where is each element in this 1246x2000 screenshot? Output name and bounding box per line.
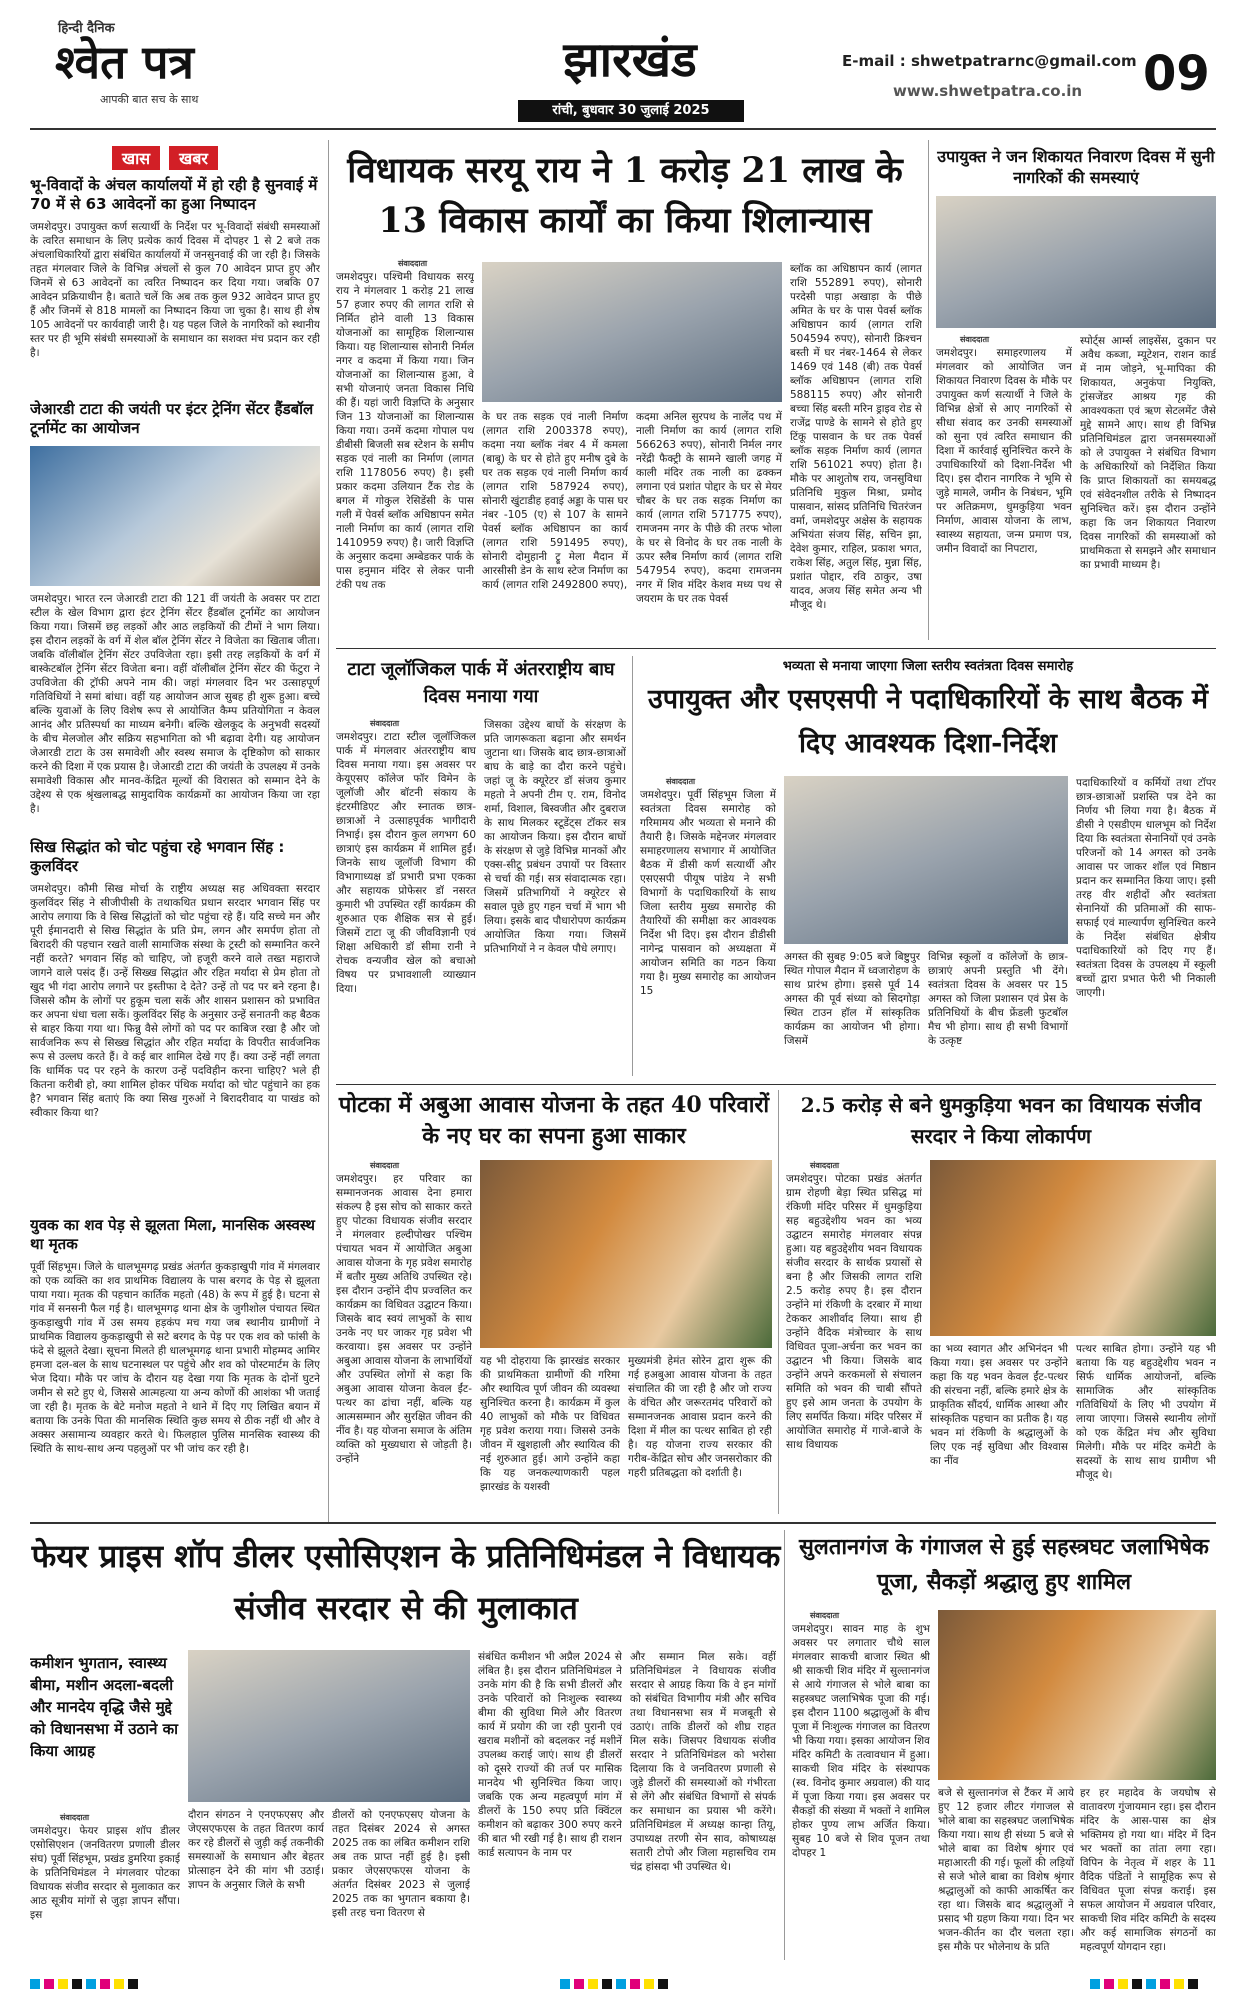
handball-photo [30,446,320,586]
lead-headline: विधायक सरयू राय ने 1 करोड़ 21 लाख के 13 विकास कार्यों का किया शिलान्यास [347,150,903,241]
masthead [0,0,1246,130]
potka-col2: यह भी दोहराया कि झारखंड सरकार की प्राथमिकता ग्रामीणों की गरिमा और स्थायित्व पूर्ण जीवन की व्यवस्था सुनिश्चित करना है। कार्यक्रम में कुल 40 लाभुकों को मौके पर विधिवत गृह प्रवेश कराया गया। जिससे उनके जीवन में खुशहाली और स्थायित्व की नई शुरुआत हुई। आगे उन्होंने कहा कि यह जनकल्याणकारी पहल झारखंड के यशस्वी [480,1355,620,1493]
row1-rule [336,648,1216,649]
dhumkudiya-photo [930,1160,1216,1336]
fair-price-col5: और सम्मान मिल सके। वहीं प्रतिनिधिमंडल ने विधायक संजीव सरदार से आग्रह किया कि वे इन मांगों को संबंधित विभागीय मंत्री और सचिव तथा विधानसभा सत्र में मजबूती से उठाएं। ताकि डीलरों को शीघ्र राहत मिल सके। जिसपर विधायक संजीव सरदार ने प्रतिनिधिमंडल को भरोसा दिलाया कि वे जनवितरण प्रणाली से जुड़े डीलरों की समस्याओं को गंभीरता से लेंगे और संबंधित विभागों से संपर्क कर समाधान का प्रयास भी करेंगे। प्रतिनिधिमंडल में अध्यक्ष कान्हा तियू, उपाध्यक्ष तरणी सेन साव, कोषाध्यक्ष सतारी टोपो और जिला महासचिव राम चंद्र हांसदा भी उपस्थित थे। [630,1651,776,1873]
upayukt-headline: उपायुक्त ने जन शिकायत निवारण दिवस में सुनी नागरिकों की समस्याएं [937,147,1215,187]
left-story1-headline: भू-विवादों के अंचल कार्यालयों में हो रही है सुनवाई में 70 में से 63 आवेदनों का हुआ निष्पादन [30,176,318,213]
left-story4-headline: युवक का शव पेड़ से झूलता मिला, मानसिक अस्वस्थ था मृतक [30,1216,316,1253]
row2-rule [336,1084,1216,1085]
tiger-col2: जिसका उद्देश्य बाघों के संरक्षण के प्रति जागरूकता बढ़ाना और समर्थन जुटाना था। जिसके बाद छात्र-छात्राओं बाघ के बाड़े का दौरा करने पहुंचे। जहां जू के क्यूरेटर डॉ संजय कुमार महतो ने अपनी टीम ए. राम, विनोद शर्मा, विशाल, बिस्वजीत और दुबराज के साथ मिलकर स्टूडेंट्स टॉकर सत्र का आयोजन किया। इस दौरान बाघों के संरक्षण से जुड़े विभिन्न मानकों और एक्स-सीटू प्रबंधन उपायों पर विस्तार से चर्चा की गई। सत्र संवादात्मक रहा। जिसमें प्रतिभागियों ने क्यूरेटर से सवाल पूछे हुए गहन चर्चा में भाग भी लिया। इसके बाद पौधारोपण कार्यक्रम आयोजित किया गया। जिसमें प्रतिभागियों ने न केवल पौधे लगाए। [484,719,626,955]
potka-col1: जमशेदपुर। हर परिवार का सम्मानजनक आवास देना हमारा संकल्प है इस सोच को साकार करते हुए पोटका विधायक संजीव सरदार ने मंगलवार हल्दीपोखर पश्चिम पंचायत भवन में आयोजित अबुआ आवास योजना के गृह प्रवेश समारोह में बतौर मुख्य अतिथि उपस्थित रहे। इस दौरान उन्होंने दीप प्रज्वलित कर कार्यक्रम का विधिवत उद्घाटन किया। जिसके बाद स्वयं लाभुकों के साथ उनके नए घर जाकर गृह प्रवेश भी करवाया। इस अवसर पर उन्होंने अबुआ आवास योजना के लाभार्थियों और उपस्थित लोगों से कहा कि अबुआ आवास योजना केवल ईंट-पत्थर का ढांचा नहीं, बल्कि यह आत्मसम्मान और सुरक्षित जीवन की नींव है। यह योजना समाज के अंतिम व्यक्ति को मुख्यधारा से जोड़ती है। उन्होंने [336,1173,472,1465]
upayukt-col1: जमशेदपुर। समाहरणालय में मंगलवार को आयोजित जन शिकायत निवारण दिवस के मौके पर उपायुक्त कर्ण सत्यार्थी ने जिले के विभिन्न क्षेत्रों से आए नागरिकों से सीधा संवाद कर उनकी समस्याओं को सुना एवं त्वरित समाधान की दिशा में कार्रवाई सुनिश्चित करने के उपाधिकारियों को दिशा-निर्देश भी दिए। इस दौरान नागरिक ने भूमि से जुड़े मामले, जमीन के निबंधन, भूमि पर अतिक्रमण, धुमकुड़िया भवन निर्माण, आवास योजना के लाभ, स्वास्थ्य सहायता, जन्म प्रमाण पत्र, जमीन विवादों का निपटारा, [936,347,1072,555]
meeting-byline: संवाददाता [666,777,696,786]
fair-price-col1: जमशेदपुर। फेयर प्राइस शॉप डीलर एसोसिएशन (जनवितरण प्रणाली डीलर संघ) पूर्वी सिंहभूम, प्रखंड डुमरिया इकाई के प्रतिनिधिमंडल ने मंगलवार पोटका विधायक संजीव सरदार से मुलाकात कर आठ सूत्रीय मांगों से जुड़ा ज्ञापन सौंपा। इस [30,1825,180,1921]
upayukt-col2: स्पोर्ट्स आर्म्स लाइसेंस, दुकान पर अवैध कब्जा, म्यूटेशन, राशन कार्ड में नाम जोड़ने, भू-मापिका की शिकायत, अनुकंपा नियुक्ति, ट्रांसजेंडर आश्रय गृह की आवश्यकता एवं ऋण सेटलमेंट जैसे मुद्दे सामने आए। साथ ही विभिन्न प्रतिनिधिमंडल द्वारा जनसमस्याओं को ले उपायुक्त ने संबंधित विभाग के अधिकारियों को निर्देशित किया कि प्राप्त शिकायतों का समयबद्ध एवं संवेदनशील तरीके से निष्पादन सुनिश्चित करें। इस दौरान उन्होंने कहा कि जन शिकायत निवारण दिवस नागरिकों की समस्याओं को प्राथमिकता से समझने और समाधान का प्रभावी माध्यम है। [1080,335,1216,571]
sultanganj-headline: सुलतानगंज के गंगाजल से हुई सहस्त्रघट जलाभिषेक पूजा, सैकड़ों श्रद्धालु हुए शामिल [799,1534,1209,1595]
fair-price-photo [188,1650,470,1802]
registration-marks-right [1090,1974,1202,1993]
page-number: 09 [1143,46,1210,102]
potka-photo [480,1160,772,1348]
masthead-rule [30,128,1216,130]
left-story2-body: जमशेदपुर। भारत रत्न जेआरडी टाटा की 121 वीं जयंती के अवसर पर टाटा स्टील के खेल विभाग द्वारा इंटर ट्रेनिंग सेंटर हैंडबॉल टूर्नामेंट का आयोजन किया गया। जिसमें छह लड़कों और आठ लड़कियों की टीमों ने भाग लिया। इस दौरान लड़कों के वर्ग में शेल बॉल ट्रेनिंग सेंटर ने विजेता का खिताब जीता। जबकि वॉलीबॉल ट्रेनिंग सेंटर उपविजेता रहा। इसी तरह लड़कियों के वर्ग में बास्केटबॉल ट्रेनिंग सेंटर विजेता बना। वहीं वॉलीबॉल ट्रेनिंग सेंटर की फेंटुरा ने उपविजेता की ट्रॉफी अपने नाम की। जहां मंगलवार दिन भर उत्साहपूर्ण गतिविधियों ने समां बांधा। वहीं यह आयोजन आज सुबह ही शुरू हुआ। बच्चे बल्कि युवाओं के लिए विशेष रूप से आयोजित कैम्प प्रतियोगिता न केवल आनंद और प्रतिस्पर्धा का माध्यम बनेगी। बल्कि खेलकूद के अनुभवी सदस्यों के बीच मेलजोल और सक्रिय सहभागिता को भी बढ़ावा देगी। यह आयोजन जेआरडी टाटा के उस समावेशी और स्वस्थ समाज के दृष्टिकोण को साकार करने की दिशा में एक प्रयास है। जेआरडी टाटा की जयंती के उपलक्ष्य में उनके समावेशी विकास और मानव-केंद्रित मूल्यों की विरासत को सम्मान देने के उद्देश्य से एक श्रृंखलाबद्ध सामुदायिक कार्यक्रमों का आयोजन किया जा रहा है। [30,593,320,815]
paper-slogan: आपकी बात सच के साथ [100,93,199,106]
dhumkudiya-col2: का भव्य स्वागत और अभिनंदन भी किया गया। इस अवसर पर उन्होंने कहा कि यह भवन केवल ईंट-पत्थर की संरचना नहीं, बल्कि हमारे क्षेत्र के प्राकृतिक सौंदर्य, धार्मिक आस्था और सांस्कृतिक पहचान का प्रतीक है। यह भवन मां रंकिणी के श्रद्धालुओं के लिए एक नई सुविधा और विश्वास का नींव [930,1343,1068,1467]
lead-col1: जमशेदपुर। पश्चिमी विधायक सरयू राय ने मंगलवार 1 करोड़ 21 लाख 57 हजार रुपए की लागत राशि से निर्मित होने वाली 13 विकास योजनाओं का सामूहिक शिलान्यास किया। यह शिलान्यास सोनारी निर्मल नगर व कदमा में किया गया। जिन योजनाओं का शिलान्यास हुआ, वे सभी योजनाएं जनता विकास निधि की हैं। यहां जारी विज्ञप्ति के अनुसार जिन 13 योजनाओं का शिलान्यास किया गया। उनमें कदमा गोपाल पथ डीबीसी बिजली सब स्टेशन के समीप सड़क एवं नाली का निर्माण (लागत राशि 1178056 रुपए) है। इसी प्रकार कदमा उलियान टैंक रोड के बगल में गोकुल रेसिडेंसी के पास गली में पेवर्स ब्लॉक अधिष्ठापन समेत नाली निर्माण का कार्य (लागत राशि 1410959 रुपए) है। जारी विज्ञप्ति के अनुसार कदमा अम्बेडकर पार्क के पास हनुमान मंदिर से लेकर पानी टंकी पथ तक [336,271,474,591]
registration-marks-center [560,1974,672,1993]
lead-col3: कदमा अनिल सुरपथ के नालेंद पथ में नाली निर्माण का कार्य (लागत राशि 566263 रुपए), सोनारी निर्मल नगर नरेंद्री फैक्ट्री के सामने खाली जगह में काली मंदिर तक नाली का ढक्कन लगाना एवं प्रशांत पोद्दार के घर से मेयर चौबर के घर तक सड़क निर्माण का कार्य (लागत राशि 571775 रुपए), रामजनम नगर के पीछे की तरफ भोला के घर से विनोद के घर तक नाली के ऊपर स्लैब निर्माण कार्य (लागत राशि 547954 रुपए), कदमा रामजनम नगर में शिव मंदिर केशव मध्य पथ से जयराम के घर तक पेवर्स [636,411,782,605]
left-story3-headline: सिख सिद्धांत को चोट पहुंचा रहे भगवान सिंह : कुलविंदर [30,838,285,875]
left-story2-headline: जेआरडी टाटा की जयंती पर इंटर ट्रेनिंग सेंटर हैंडबॉल टूर्नामेंट का आयोजन [30,400,314,437]
sultanganj-photo [938,1610,1216,1780]
email[interactable]: E-mail : shwetpatrarnc@gmail.com [842,52,1137,70]
meeting-col1: जमशेदपुर। पूर्वी सिंहभूम जिला में स्वतंत्रता दिवस समारोह को गरिमामय और भव्यता से मनाने की तैयारी है। जिसके मद्देनजर मंगलवार समाहरणालय सभागार में आयोजित बैठक में डीसी कर्ण सत्यार्थी और एसएसपी पीयूष पांडेय ने सभी विभागों के पदाधिकारियों के साथ जिला स्तरीय मुख्य समारोह की तैयारियों की समीक्षा कर आवश्यक निर्देश भी दिए। इस दौरान डीडीसी नागेन्द्र पासवान को अध्यक्षता में आयोजन समिति का गठन किया गया है। मुख्य समारोह का आयोजन 15 [640,789,776,997]
row3-rule [30,1522,1216,1524]
meeting-kicker: भव्यता से मनाया जाएगा जिला स्तरीय स्वतंत्रता दिवस समारोह [782,659,1074,674]
meeting-photo [784,776,1068,944]
sultanganj-col3: हर हर महादेव के जयघोष से वातावरण गुंजायमान रहा। इस दौरान मंदिर के आस-पास का क्षेत्र भक्तिमय हो गया था। मंदिर में दिन भर भक्तों का तांता लगा रहा। विपिन के नेतृत्व में शहर के 11 वैदिक पंडितों ने सामूहिक रूप से विधिवत पूजा संपन्न कराई। इस सफल आयोजन में अग्रवाल परिवार, साकची शिव मंदिर कमिटी के सदस्य और कई सामाजिक संगठनों का महत्वपूर्ण योगदान रहा। [1080,1787,1216,1953]
dhumkudiya-byline: संवाददाता [810,1161,840,1170]
tiger-col1: जमशेदपुर। टाटा स्टील जूलॉजिकल पार्क में मंगलवार अंतरराष्ट्रीय बाघ दिवस मनाया गया। इस अवसर पर केयूएसए कॉलेज फॉर विमेन के जूलॉजी और बॉटनी संकाय के इंटरमीडिएट और स्नातक छात्र-छात्राओं ने उत्साहपूर्वक भागीदारी निभाई। इस दौरान कुल लगभग 60 छात्राएं इस कार्यक्रम में शामिल हुईं। जिनके साथ जूलॉजी विभाग की विभागाध्यक्ष डॉ प्रभारी प्रभा एकका और सहायक प्रोफेसर डॉ नसरत कुमारी भी उपस्थित रहीं कार्यक्रम की शुरुआत एक शैक्षिक सत्र से हुई। जिसमें टाटा जू की जीवविज्ञानी एवं शिक्षा अधिकारी डॉ सीमा रानी ने रोचक वन्यजीव खेल को बचाओ विषय पर प्रभावशाली व्याख्यान दिया। [336,731,476,995]
tiger-divider [632,656,633,1076]
fair-price-col4: संबंधित कमीशन भी अप्रैल 2024 से लंबित है। इस दौरान प्रतिनिधिमंडल ने उनके मांग की है कि सभी डीलरों और उनके परिवारों को निःशुल्क स्वास्थ्य बीमा की सुविधा मिले और वितरण कार्य में प्रयोग की जा रही पुरानी एवं खराब मशीनों को बदलकर नई मशीनें उपलब्ध कराई जाएं। साथ ही डीलरों को दूसरे राज्यों की तर्ज पर मासिक मानदेय भी सुनिश्चित किया जाए। जबकि एक अन्य महत्वपूर्ण मांग में डीलरों के 150 रुपए प्रति क्विंटल कमीशन को बढ़ाकर 300 रुपए करने की बात भी रखी गई है। साथ ही राशन कार्ड सत्यापन के नाम पर [478,1651,622,1859]
khabar-label: खबर [169,146,218,170]
meeting-col3: विभिन्न स्कूलों व कॉलेजों के छात्र-छात्राएं अपनी प्रस्तुति भी देंगे। स्वतंत्रता दिवस के अवसर पर 15 अगस्त को जिला प्रशासन एवं प्रेस के प्रतिनिधियों के बीच फ्रेंडली फुटबॉल मैच भी होगा। साथ ही सभी विभागों के उत्कृष्ट [928,951,1068,1047]
paper-name: श्वेत पत्र [55,35,194,89]
lead-col2: के घर तक सड़क एवं नाली निर्माण (लागत राशि 2003378 रुपए), कदमा नया ब्लॉक नंबर 4 में कमला (बाबू) के घर से होते हुए मनीष दुबे के घर तक सड़क एवं नाली निर्माण कार्य (लागत राशि 587924 रुपए), सोनारी खुंटाडीह हवाई अड्डा के पास घर नंबर -105 (ए) से 107 के सामने पेवर्स ब्लॉक अधिष्ठापन का कार्य (लागत राशि 591495 रुपए), सोनारी दोमुहानी ट्रू मेला मैदान में आरसीसी डेन के साथ स्टेज निर्माण का कार्य (लागत राशि 2492800 रुपए), [482,411,628,591]
left-story3-body: जमशेदपुर। कौमी सिख मोर्चा के राष्ट्रीय अध्यक्ष सह अधिवक्ता सरदार कुलविंदर सिंह ने सीजीपीसी के तथाकथित प्रधान सरदार भगवान सिंह पर आरोप लगाया कि वे सिख सिद्धांतों को चोट पहुंचा रहे हैं। यदि सच्चे मन और पूरी ईमानदारी से सिख सिद्धांत के प्रति प्रेम, लगन और समर्पण होता तो बिरादरी की पहचान रखते वाली सामाजिक संस्था के ट्रस्टी को सम्मानित करने नहीं करते? भगवान सिंह को चाहिए, जो हजूरी करने वाले तख्त महाराजे जागने वाले पसंद हैं। उन्हें सिख्ख सिद्धांत और रहित मर्यादा से प्रेम होता तो खुद भी गंदा आरोप लगाने पर इस्तीफा दे देते? उन्हें तो पद पर बने रहना है। जिससे कौम के लोगों पर हुकूम चला सकें और शासन प्रशासन को प्रभावित कर अपना धंधा चला सकें। कुलविंदर सिंह के अनुसार उन्हें सनातनी कह बैठक से बाहर किया गया था। फिन्नु वैसे लोगों को पद पर काबिज रखा है और जो सार्वजनिक रूप से सिख्ख सिद्धांत और रहित मर्यादा के विपरीत सार्वजनिक रूप से उल्लघ करते हैं। वे कई बार शामिल देखे गए हैं। क्या उन्हें नहीं लगता कि धार्मिक पद पर रहने के कारण उन्हें पदविहीन करना चाहिए? भले ही कितना करीबी हो, क्या शामिल होकर पंथिक मर्यादा को चोट पहुंचाने का हक है? भगवान सिंह बताएं कि क्या सिख गुरुओं ने बिरादरीवाद या पाखंड को स्वीकार किया था? [30,883,320,1119]
left-story1-body: जमशेदपुर। उपायुक्त कर्ण सत्यार्थी के निर्देश पर भू-विवादों संबंधी समस्याओं के त्वरित समाधान के लिए प्रत्येक कार्य दिवस में दोपहर 1 से 2 बजे तक अंचलाधिकारियों द्वारा संबंधित कार्यालयों में जनसुनवाई की जा रही है। जिसके तहत मंगलवार जिले के विभिन्न अंचलों से कुल 70 आवेदन प्राप्त हुए और जिनमें से 63 आवेदनों का त्वरित निष्पादन कर दिया गया। जबकि 07 आवेदन प्रक्रियाधीन है। बताते चलें कि अब तक कुल 932 आवेदन प्राप्त हुए हैं और जिनमें से 818 मामलों का निष्पादन किया जा चुका है। साथ ही शेष 105 आवेदनों पर कार्यवाही जारी है। यह पहल जिले के नागरिकों को स्थानीय स्तर पर ही भूमि संबंधी समस्याओं के समाधान का सशक्त मंच प्रदान कर रही है। [30,221,320,359]
sultanganj-col1: जमशेदपुर। सावन माह के शुभ अवसर पर लगातार चौथे साल मंगलवार साकची बाजार स्थित श्री श्री साकची शिव मंदिर में सुल्तानगंज से आये गंगाजल से भोले बाबा का सहस्त्रघट जलाभिषेक पूजा की गई। इस दौरान 1100 श्रद्धालुओं के बीच पूजा में निःशुल्क गंगाजल का वितरण भी किया गया। इसका आयोजन शिव मंदिर कमिटी के तत्वावधान में हुआ। साकची शिव मंदिर के संस्थापक (स्व. विनोद कुमार अग्रवाल) की याद में पूजा किया गया। इस अवसर पर सैकड़ों की संख्या में भक्तों ने शामिल होकर पुण्य लाभ अर्जित किया। सुबह 10 बजे से शिव पूजन तथा दोपहर 1 [792,1623,930,1859]
dhumkudiya-col1: जमशेदपुर। पोटका प्रखंड अंतर्गत ग्राम रोहणी बेड़ा स्थित प्रसिद्ध मां रंकिणी मंदिर परिसर में धुमकुड़िया सह बहुउद्देशीय भवन का भव्य उद्घाटन समारोह मंगलवार संपन्न हुआ। यह बहुउद्देशीय भवन विधायक संजीव सरदार के सार्थक प्रयासों से बना है और जिसकी लागत राशि 2.5 करोड़ रुपए है। इस दौरान उन्होंने मां रंकिणी के दरबार में माथा टेककर आशीर्वाद लिया। साथ ही उन्होंने वैदिक मंत्रोच्चार के साथ विधिवत पूजा-अर्चना कर भवन का उद्घाटन भी किया। जिसके बाद उन्होंने अपने करकमलों से संचालन समिति को भवन की चाबी सौंपते हुए इसे आम जनता के उपयोग के लिए समर्पित किया। मंदिर परिसर में आयोजित समारोह में गाजे-बाजे के साथ विधायक [786,1173,922,1451]
right-column-divider [928,140,929,640]
lead-col4: ब्लॉक का अधिष्ठापन कार्य (लागत राशि 552891 रुपए), सोनारी परदेसी पाड़ा अखाड़ा के पीछे अमित के घर के पास पेवर्स ब्लॉक अधिष्ठापन कार्य (लागत राशि 504594 रुपए), सोनारी क्रिश्चन बस्ती में घर नंबर-1464 से लेकर 1469 एवं 148 (बी) तक पेवर्स ब्लॉक अधिष्ठापन (लागत राशि 588115 रुपए) और सोनारी बच्चा सिंह बस्ती मरिन ड्राइव रोड से राजेंद्र पाण्डे के सामने से होते हुए टिंकू पासवान के घर तक पेवर्स ब्लॉक सड़क निर्माण कार्य (लागत राशि 561021 रुपए) होता है। मौके पर आशुतोष राय, जनसुविधा प्रतिनिधि मुकुल मिश्रा, प्रमोद पासवान, सांसद प्रतिनिधि चितरंजन वर्मा, जमशेदपुर अक्षेस के सहायक अभियंता संजय सिंह, सचिन झा, देवेश कुमार, राहिल, प्रकाश भगत, राकेश सिंह, अतुल सिंह, मुन्ना सिंह, प्रशांत पोद्दार, रवि ठाकुर, उषा यादव, अजय सिंह समेत अन्य भी मौजूद थे। [790,263,922,611]
tiger-byline: संवाददाता [370,719,400,728]
tiger-headline: टाटा जूलॉजिकल पार्क में अंतरराष्ट्रीय बाघ दिवस मनाया गया [347,659,615,707]
meeting-headline: उपायुक्त और एसएसपी ने पदाधिकारियों के साथ बैठक में दिए आवश्यक दिशा-निर्देश [647,684,1209,759]
dhumkudiya-col3: पत्थर साबित होगा। उन्होंने यह भी बताया कि यह बहुउद्देशीय भवन न सिर्फ धार्मिक आयोजनों, बल्कि सामाजिक और सांस्कृतिक गतिविधियों के लिए भी उपयोग में लाया जाएगा। जिससे स्थानीय लोगों को एक केंद्रित मंच और सुविधा मिलेगी। मौके पर मंदिर कमेटी के सदस्यों के साथ साथ ग्रामीण भी मौजूद थे। [1076,1343,1216,1481]
website[interactable]: www.shwetpatra.co.in [893,82,1083,100]
fair-price-byline: संवाददाता [60,1813,90,1822]
potka-col3: मुख्यमंत्री हेमंत सोरेन द्वारा शुरू की गई हअबुआ आवास योजना के तहत संचालित की जा रही है और जो राज्य के वंचित और जरूरतमंद परिवारों को सम्मानजनक आवास प्रदान करने की दिशा में मील का पत्थर साबित हो रही है। यह योजना राज्य सरकार की गरीब-केंद्रित सोच और जनसरोकार की गहरी प्रतिबद्धता को दर्शाती है। [628,1355,772,1479]
potka-divider [778,1090,779,1514]
fair-price-col2: दौरान संगठन ने एनएफएसए और जेएसएफएस के तहत वितरण कार्य कर रहे डीलरों से जुड़ी कई तकनीकी समस्याओं के समाधान और बेहतर प्रोत्साहन देने की मांग भी उठाई। ज्ञापन के अनुसार जिले के सभी [188,1809,324,1891]
lead-byline: संवाददाता [398,259,428,268]
dhumkudiya-headline: 2.5 करोड़ से बने धुमकुड़िया भवन का विधायक संजीव सरदार ने किया लोकार्पण [800,1093,1202,1148]
upayukt-byline: संवाददाता [960,335,990,344]
left-story4-body: पूर्वी सिंहभूम। जिले के धालभूमगढ़ प्रखंड अंतर्गत कुकड़ाखुपी गांव में मंगलवार को एक व्यक्ति का शव प्राथमिक विद्यालय के पास बरगद के पेड़ से झूलता पाया गया। मृतक की पहचान कार्तिक महतो (48) के रूप में हुई है। घटना से गांव में सनसनी फैल गई है। धालभूमगढ़ थाना क्षेत्र के जुगीशोल पंचायत स्थित कुकड़ाखुपी गांव में उस समय हड़कंप मच गया जब स्थानीय ग्रामीणों ने प्राथमिक विद्यालय कुकड़ाखुपी से सटे बरगद के पेड़ पर एक शव को फांसी के फंदे से झूलते देखा। सूचना मिलते ही धालभूमगढ़ थाना प्रभारी मोहम्मद आमिर हमजा दल-बल के साथ घटनास्थल पर पहुंचे और शव को पोस्टमार्टम के लिए भेज दिया। मौके पर जांच के दौरान यह देखा गया कि मृतक के दोनों घुटने जमीन से सटे हुए थे, जिससे आत्महत्या या अन्य कोणों की आशंका भी जताई जा रही है। मृतक के बेटे मनोज महतो ने थाने में दिए गए लिखित बयान में बताया कि उनके पिता की मानसिक स्थिति कुछ समय से ठीक नहीं थी और वे अक्सर असामान्य व्यवहार करते थे। फिलहाल पुलिस मानसिक स्वास्थ्य की स्थिति के साथ-साथ अन्य पहलुओं पर भी जांच कर रही है। [30,1261,320,1455]
sultanganj-byline: संवाददाता [810,1611,840,1620]
meeting-col4: पदाधिकारियों व कर्मियों तथा टॉपर छात्र-छात्राओं प्रशस्ति पत्र देने का निर्णय भी लिया गया है। बैठक में डीसी ने एसडीएम धालभूम को निर्देश दिया कि स्वतंत्रता सेनानियों एवं उनके परिजनों को 14 अगस्त को उनके आवास पर जाकर शॉल एवं मिष्ठान प्रदान कर सम्मानित किया जाए। इसी तरह वीर शहीदों और स्वतंत्रता सेनानियों की प्रतिमाओं की साफ-सफाई एवं माल्यार्पण सुनिश्चित करने के निर्देश संबंधित क्षेत्रीय पदाधिकारियों को दिए गए हैं। स्वतंत्रता दिवस के उपलक्ष्य में स्कूली बच्चों द्वारा प्रभात फेरी भी निकाली जाएगी। [1076,777,1216,999]
paper-tagline: हिन्दी दैनिक [58,21,115,36]
lead-photo [482,262,782,402]
fair-price-subhead: कमीशन भुगतान, स्वास्थ्य बीमा, मशीन अदला-बदली और मानदेय वृद्धि जैसे मुद्दे को विधानसभा में उठाने का किया आग्रह [30,1654,179,1760]
section-title: झारखंड [563,32,697,88]
meeting-col2: अगस्त की सुबह 9:05 बजे बिष्टुपुर स्थित गोपाल मैदान में ध्वजारोहण के साथ प्रारंभ होगा। इससे पूर्व 14 अगस्त की पूर्व संध्या को सिदगोड़ा स्थित टाउन हॉल में सांस्कृतिक कार्यक्रम का आयोजन भी होगा। जिसमें [784,951,920,1047]
fair-price-col3: डीलरों को एनएफएसए योजना के तहत दिसंबर 2024 से अगस्त 2025 तक का लंबित कमीशन राशि अब तक प्राप्त नहीं हुई है। इसी प्रकार जेएसएफएस योजना के अंतर्गत दिसंबर 2023 से जुलाई 2025 तक का भुगतान बकाया है। इसी तरह चना वितरण से [332,1809,470,1919]
khas-khabar-label [112,146,218,170]
potka-byline: संवाददाता [370,1161,400,1170]
sultanganj-col2: बजे से सुल्तानगंज से टैंकर में आये हुए 12 हजार लीटर गंगाजल से भोले बाबा का सहस्त्रघट जलाभिषेक किया गया। साथ ही संध्या 5 बजे से भोले बाबा का विशेष श्रृंगार एवं महाआरती की गई। फूलों की लड़ियों से सजे भोले बाबा का विशेष श्रृंगार श्रद्धालुओं को काफी आकर्षित कर रहा था। जिसके बाद श्रद्धालुओं ने प्रसाद भी ग्रहण किया गया। दिन भर भजन-कीर्तन का दौर चलता रहा। इस मौके पर भोलेनाथ के प्रति [938,1787,1074,1953]
left-column-divider [328,140,329,1522]
dateline: रांची, बुधवार 30 जुलाई 2025 [518,100,744,122]
fair-price-divider [784,1530,785,1960]
potka-headline: पोटका में अबुआ आवास योजना के तहत 40 परिवारों के नए घर का सपना हुआ साकार [338,1092,770,1149]
fair-price-headline: फेयर प्राइस शॉप डीलर एसोसिएशन के प्रतिनिधिमंडल ने विधायक संजीव सरदार से की मुलाकात [31,1537,781,1627]
registration-marks-left [30,1974,142,1993]
upayukt-photo [936,196,1216,328]
khas-label: खास [112,146,160,170]
